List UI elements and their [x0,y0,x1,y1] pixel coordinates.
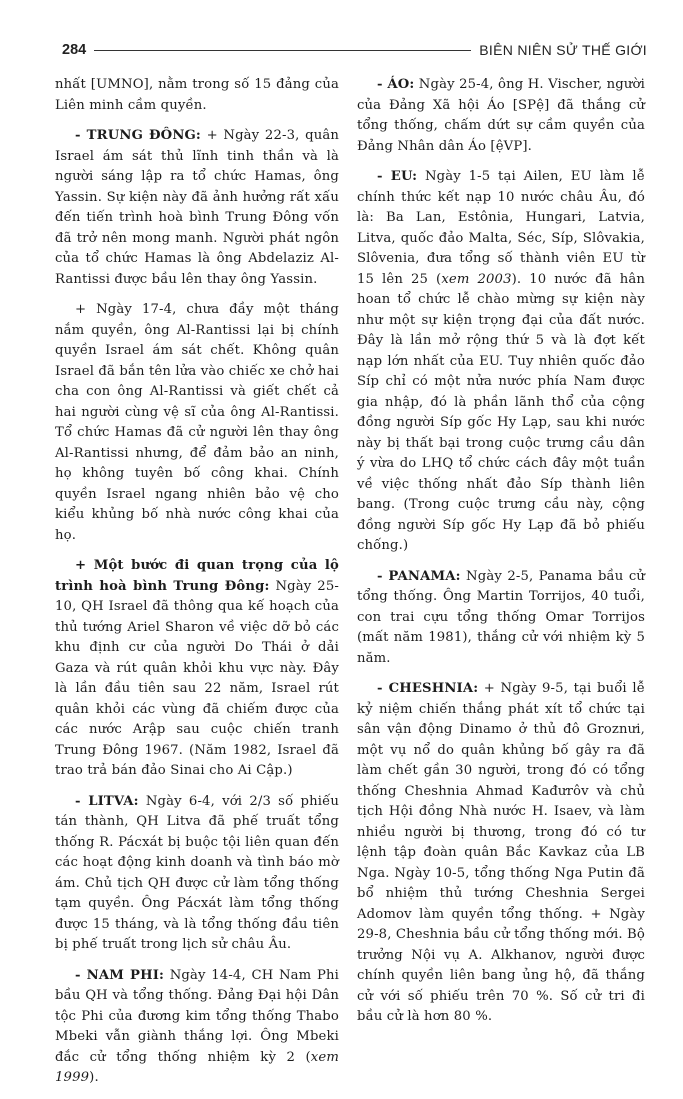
paragraph-cross-reference: xem 1999 [55,1049,339,1085]
paragraph [357,679,645,1028]
page-header [62,38,647,62]
running-title: BIÊN NIÊN SỬ THẾ GIỚI [479,42,647,58]
paragraph-lead: - TRUNG ĐÔNG: [75,128,201,143]
paragraph-tail: ). 10 nước đã hân hoan tổ chức lễ chào mừng sự kiện này như một sự kiện trọng đại của đất nước. Đây là lần mở rộng thứ 5 và là đợt kết nạp lớn nhất của EU. Tuy nhiên quốc đảo Síp chỉ có một nửa nước phía Nam được gia nhập, đó là phần lãnh thổ của cộng đồng người Síp gốc Hy Lạp, sau khi nước này bị thất bại trong cuộc trưng cầu dân ý vừa do LHQ tổ chức cách đây một tuần về việc thống nhất đảo Síp thành liên bang. (Trong cuộc trưng cầu này, cộng đồng người Síp gốc Hy Lạp đã bỏ phiếu chống.) [357,271,646,553]
right-column [357,75,645,1038]
paragraph-tail: ). [89,1070,99,1085]
paragraph-text: Ngày 6-4, với 2/3 số phiếu tán thành, QH Litva đã phế truất tổng thống R. Pácxát bị buộc tội liên quan đến các hoạt động kinh doanh và tình báo mờ ám. Chủ tịch QH được cử làm tổng thống tạm quyền. Ông Pácxát làm tổng thống được 15 tháng, và là tổng thống đầu tiên bị phế truất trong lịch sử châu Âu. [55,793,340,952]
paragraph-text: Ngày 1-5 tại Ailen, EU làm lễ chính thức kết nạp 10 nước châu Âu, đó là: Ba Lan, Estônia, Hungari, Latvia, Litva, quốc đảo Malta, Séc, Síp, Slôvakia, Slôvenia, đưa tổng số thành viên EU từ 15 lên 25 ( [357,169,645,287]
left-column [55,75,339,1099]
paragraph [55,75,339,116]
paragraph-lead: + Một bước đi quan trọng của lộ trình hoà bình Trung Đông: [55,558,339,594]
paragraph-lead: - PANAMA: [377,568,461,584]
paragraph-cross-reference: xem 2003 [441,271,512,287]
paragraph-text: nhất [UMNO], nằm trong số 15 đảng của Liên minh cầm quyền. [55,77,339,113]
paragraph-lead: - LITVA: [75,793,139,809]
paragraph [357,167,645,557]
paragraph-lead: - ÁO: [377,77,415,92]
paragraph-text: Ngày 25-4, ông H. Vischer, người của Đảng Xã hội Áo [SPệ] đã thắng cử tổng thống, chấm dứt sự cầm quyền của Đảng Nhân dân Áo [ệVP]. [357,77,645,154]
paragraph-text: + Ngày 22-3, quân Israel ám sát thủ lĩnh tinh thần và là người sáng lập ra tổ chức Hamas, ông Yassin. Sự kiện này đã ảnh hưởng rất xấu đến tiến trình hoà bình Trung Đông vốn đã trở nên mong manh. Người phát ngôn của tổ chức Hamas là ông Abdelaziz Al-Rantissi được bầu lên thay ông Yassin. [55,128,339,287]
paragraph [357,567,645,670]
paragraph-text: Ngày 14-4, CH Nam Phi bầu QH và tổng thống. Đảng Đại hội Dân tộc Phi của đương kim tổng thống Thabo Mbeki vẫn giành thắng lợi. Ông Mbeki đắc cử tổng thống nhiệm kỳ 2 ( [55,967,340,1065]
paragraph [55,966,339,1089]
paragraph [55,300,339,546]
paragraph [55,556,339,782]
paragraph [55,792,339,956]
paragraph-lead: - NAM PHI: [75,967,165,983]
paragraph [55,126,339,290]
paragraph-lead: - CHESHNIA: [377,681,479,696]
paragraph-text: + Ngày 9-5, tại buổi lễ kỷ niệm chiến thắng phát xít tổ chức tại sân vận động Dinamo ở thủ đô Groznưi, một vụ nổ do quân khủng bố gây ra đã làm chết gần 30 người, trong đó có tổng thống Cheshnia Ahmad Kađưrôv và chủ tịch Hội đồng Nhà nước H. Isaev, và làm nhiều người bị thương, trong đó có tư lệnh tập đoàn quân Bắc Kavkaz của LB Nga. Ngày 10-5, tổng thống Nga Putin đã bổ nhiệm thủ tướng Cheshnia Sergei Adomov làm quyền tổng thống. + Ngày 29-8, Cheshnia bầu cử tổng thống mới. Bộ trưởng Nội vụ A. Alkhanov, người được chính quyền liên bang ủng hộ, đã thắng cử với số phiếu trên 70 %. Số cử tri đi bầu cử là hơn 80 %. [357,681,645,1024]
paragraph-text: + Ngày 17-4, chưa đầy một tháng nắm quyền, ông Al-Rantissi lại bị chính quyền Israel ám sát chết. Không quân Israel đã bắn tên lửa vào chiếc xe chở hai cha con ông Al-Rantissi và giết chết cả hai người cùng vệ sĩ của ông Al-Rantissi. Tổ chức Hamas đã cử người lên thay ông Al-Rantissi nhưng, để đảm bảo an ninh, họ không tuyên bố công khai. Chính quyền Israel ngang nhiên bảo vệ cho kiểu khủng bố nhà nước công khai của họ. [55,302,339,543]
page-number: 284 [62,42,87,58]
paragraph-text: Ngày 25-10, QH Israel đã thông qua kế hoạch của thủ tướng Ariel Sharon về việc dỡ bỏ các khu định cư của người Do Thái ở dải Gaza và rút quân khỏi khu vực này. Đây là lần đầu tiên sau 22 năm, Israel rút quân khỏi các vùng đã chiếm được của các nước Arập sau cuộc chiến tranh Trung Đông 1967. (Năm 1982, Israel đã trao trả bán đảo Sinai cho Ai Cập.) [55,578,339,778]
header-rule [94,50,471,51]
paragraph [357,75,645,157]
paragraph-text: Ngày 2-5, Panama bầu cử tổng thống. Ông Martin Torrijos, 40 tuổi, con trai cựu tổng thống Omar Torrijos (mất năm 1981), thắng cử với nhiệm kỳ 5 năm. [357,568,645,666]
paragraph-lead: - EU: [377,169,418,184]
